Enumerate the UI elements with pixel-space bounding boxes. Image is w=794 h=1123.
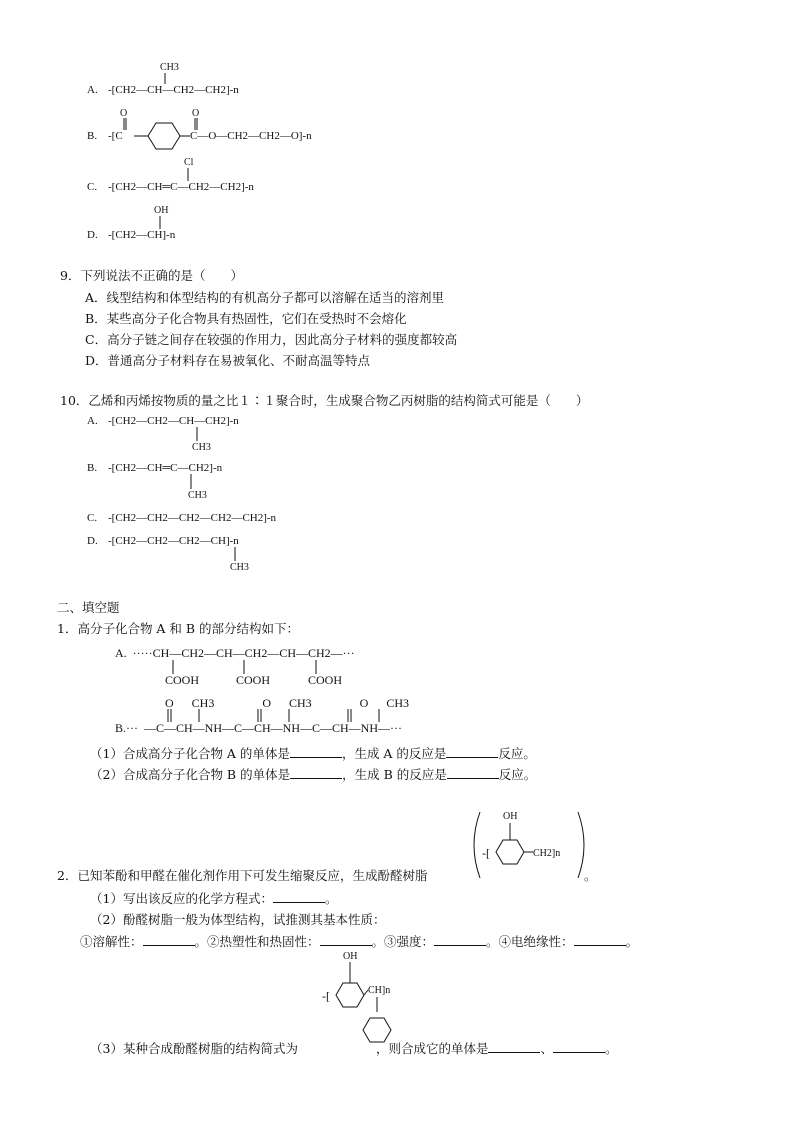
fq1-stem: 1．高分子化合物 A 和 B 的部分结构如下： xyxy=(57,621,300,636)
fq1-cooh-2: COOH xyxy=(236,673,271,687)
fq2-insulation-label: 。④电绝缘性： xyxy=(486,934,574,949)
q8c-substituent: Cl xyxy=(184,157,194,168)
fq2-p1-end: 。 xyxy=(324,891,338,906)
fq2-ch-label: CH]n xyxy=(368,985,391,996)
q9-option-a: A．线型结构和体型结构的有机高分子都可以溶解在适当的溶剂里 xyxy=(85,290,445,305)
q10a-label: A. xyxy=(87,415,98,427)
q9-option-d: D．普通高分子材料存在易被氧化、不耐高温等特点 xyxy=(85,353,371,368)
fq2-strength-label: 。③强度： xyxy=(371,934,435,949)
fq2-oh2-label: OH xyxy=(343,951,358,962)
fq2-stem-end: 。 xyxy=(584,868,597,883)
fq1-sub1-text-b: ，生成 A 的反应是 xyxy=(341,746,447,761)
fq1-sub1-text: （1）合成高分子化合物 A 的单体是 xyxy=(90,746,290,761)
fq2-ch-link xyxy=(364,990,368,995)
q10d-label: D. xyxy=(87,535,98,547)
fq1-sub2-text-b: ，生成 B 的反应是 xyxy=(342,767,447,782)
q9-stem: 9．下列说法不正确的是（ ） xyxy=(60,268,243,283)
fq2-stem: 2．已知苯酚和甲醛在催化剂作用下可发生缩聚反应，生成酚醛树脂 xyxy=(57,868,428,883)
q8a-substituent: CH3 xyxy=(160,62,179,73)
fq1-cooh-1: COOH xyxy=(165,673,200,687)
q8d-substituent: OH xyxy=(154,205,169,216)
q8b-label: B. xyxy=(87,130,98,142)
q10c-label: C. xyxy=(87,512,98,524)
fq2-solubility-label: ①溶解性： xyxy=(80,934,143,949)
fq2-p3-text: （3）某种合成酚醛树脂的结构简式为 xyxy=(90,1041,298,1056)
fq2-part-2: （2）酚醛树脂一般为体型结构，试推测其基本性质： xyxy=(90,912,386,927)
q10d-formula: -[CH2—CH2—CH2—CH]-n xyxy=(108,535,239,547)
fq1-sub2-text: （2）合成高分子化合物 B 的单体是 xyxy=(90,767,291,782)
fq1-sub2-text-c: 反应。 xyxy=(498,767,537,782)
q8c-label: C. xyxy=(87,181,98,193)
svg-text:-[: -[ xyxy=(322,989,330,1003)
svg-text:-[: -[ xyxy=(482,846,490,860)
fq1-sub1-text-c: 反应。 xyxy=(498,746,536,761)
fq1-polymer-b: B.··· —C—CH—NH—C—CH—NH—C—CH—NH—··· xyxy=(115,721,402,735)
q8b-right: C—O—CH2—CH2—O]-n xyxy=(190,130,312,142)
fq2-ch2-label: CH2]n xyxy=(533,848,561,859)
q8b-left: -[C xyxy=(108,130,123,142)
fq2-paren-right xyxy=(578,812,584,878)
q8a-formula: -[CH2—CH—CH2—CH2]-n xyxy=(108,84,239,96)
fq2-paren-left xyxy=(474,812,480,878)
fq2-p1-text: （1）写出该反应的化学方程式： xyxy=(90,891,273,906)
q10b-label: B. xyxy=(87,462,98,474)
q10c-formula: -[CH2—CH2—CH2—CH2—CH2]-n xyxy=(108,512,277,524)
q9-option-b: B．某些高分子化合物具有热固性，它们在受热时不会熔化 xyxy=(85,311,407,326)
fq2-ring-top xyxy=(336,983,364,1007)
q8d-formula: -[CH2—CH]-n xyxy=(108,229,176,241)
fq2-ring-phenyl xyxy=(363,1018,391,1042)
fq2-p3-sep: 、 xyxy=(540,1041,553,1056)
section-heading: 二、填空题 xyxy=(57,600,120,615)
fq2-phenol-ring xyxy=(496,840,524,864)
fq1-polymer-a: A. ·····CH—CH2—CH—CH2—CH—CH2—··· xyxy=(115,646,355,660)
q10b-substituent: CH3 xyxy=(188,490,207,501)
fq2-oh-label: OH xyxy=(503,811,518,822)
fq2-items-end: 。 xyxy=(625,934,639,949)
q8c-formula: -[CH2—CH═C—CH2—CH2]-n xyxy=(108,181,254,193)
q10a-formula: -[CH2—CH2—CH—CH2]-n xyxy=(108,415,239,427)
q8d-label: D. xyxy=(87,229,98,241)
fq1-polymer-b-top: O CH3 O CH3 O CH3 xyxy=(165,696,410,710)
fq2-p3-end: 。 xyxy=(605,1041,618,1056)
q8b-oxygen-2: O xyxy=(192,108,200,119)
q9-option-c: C．高分子链之间存在较强的作用力，因此高分子材料的强度都较高 xyxy=(85,332,458,347)
q8a-label: A. xyxy=(87,84,98,96)
q10d-substituent: CH3 xyxy=(230,562,249,573)
fq2-thermo-label: 。②热塑性和热固性： xyxy=(194,934,320,949)
q8b-oxygen-1: O xyxy=(120,108,128,119)
q10b-formula: -[CH2—CH═C—CH2]-n xyxy=(108,462,223,474)
fq2-p3-text-b: ，则合成它的单体是 xyxy=(375,1041,489,1056)
q8b-benzene-ring xyxy=(148,123,180,149)
fq1-cooh-3: COOH xyxy=(308,673,343,687)
q10a-substituent: CH3 xyxy=(192,442,211,453)
q10-stem: 10．乙烯和丙烯按物质的量之比１∶１聚合时，生成聚合物乙丙树脂的结构简式可能是（ ） xyxy=(60,393,589,408)
